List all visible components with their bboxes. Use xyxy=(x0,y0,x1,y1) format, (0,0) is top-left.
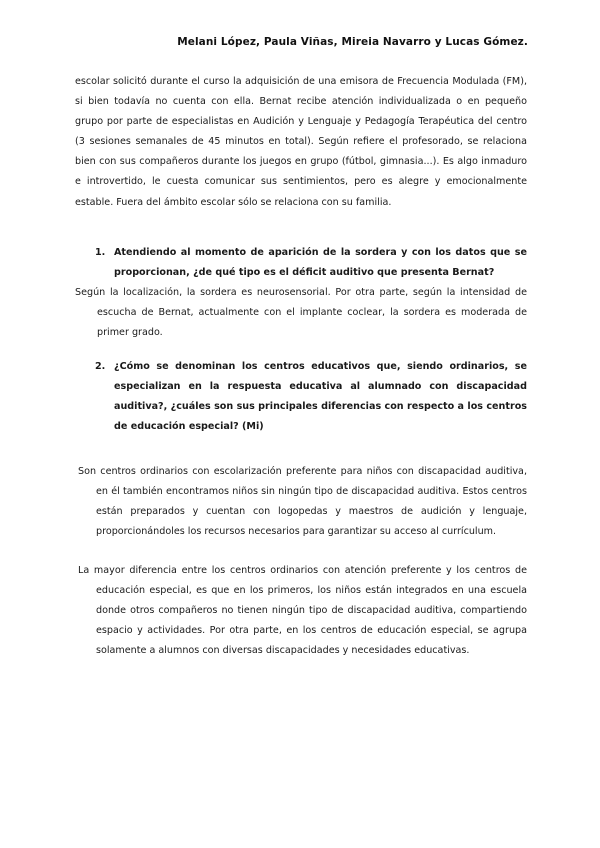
question-1-number: 1. xyxy=(95,246,106,258)
answer-1-paragraph: Según la localización, la sordera es neurosensorial. Por otra parte, según la intensidad de escucha de Bernat, actualmente con el implante coclear, la sordera es moderada de primer grado. xyxy=(75,286,527,339)
answer-2-paragraph-2: La mayor diferencia entre los centros ordinarios con atención preferente y los centros de educación especial, es que en los primeros, los niños están integrados en una escuela donde otros compañeros no tienen ningún tipo de discapacidad auditiva, compartiendo espacio y actividades. Por otra parte, en los centros de educación especial, se agrupa solamente a alumnos con diversas discapacidades y necesidades educativas. xyxy=(78,564,527,657)
document-body xyxy=(75,72,527,661)
question-1 xyxy=(75,243,527,283)
intro-paragraph: escolar solicitó durante el curso la adquisición de una emisora de Frecuencia Modulada (FM), si bien todavía no cuenta con ella. Bernat recibe atención individualizada o en pequeño grupo por parte de especialistas en Audición y Lenguaje y Pedagogía Terapéutica del centro (3 sesiones semanales de 45 minutos en total). Según refiere el profesorado, se relaciona bien con sus compañeros durante los juegos en grupo (fútbol, gimnasia...). Es algo inmaduro e introvertido, le cuesta comunicar sus sentimientos, pero es alegre y emocionalmente estable. Fuera del ámbito escolar sólo se relaciona con su familia. xyxy=(75,76,527,208)
question-2 xyxy=(75,357,527,437)
answer-2-paragraph-1: Son centros ordinarios con escolarización preferente para niños con discapacidad auditiva, en él también encontramos niños sin ningún tipo de discapacidad auditiva. Estos centros están preparados y cuentan con logopedas y maestros de audición y lenguaje, proporcionándoles los recursos necesarios para garantizar su acceso al currículum. xyxy=(78,465,527,537)
question-2-number: 2. xyxy=(95,361,106,373)
page-header-authors: Melani López, Paula Viñas, Mireia Navarro y Lucas Gómez. xyxy=(177,36,528,48)
question-2-text: ¿Cómo se denominan los centros educativos que, siendo ordinarios, se especializan en la respuesta educativa al alumnado con discapacidad auditiva?, ¿cuáles son sus principales diferencias con respecto a los centros de educación especial? (Mi) xyxy=(114,361,527,433)
question-1-text: Atendiendo al momento de aparición de la sordera y con los datos que se proporcionan, ¿de qué tipo es el déficit auditivo que presenta Bernat? xyxy=(114,246,527,278)
